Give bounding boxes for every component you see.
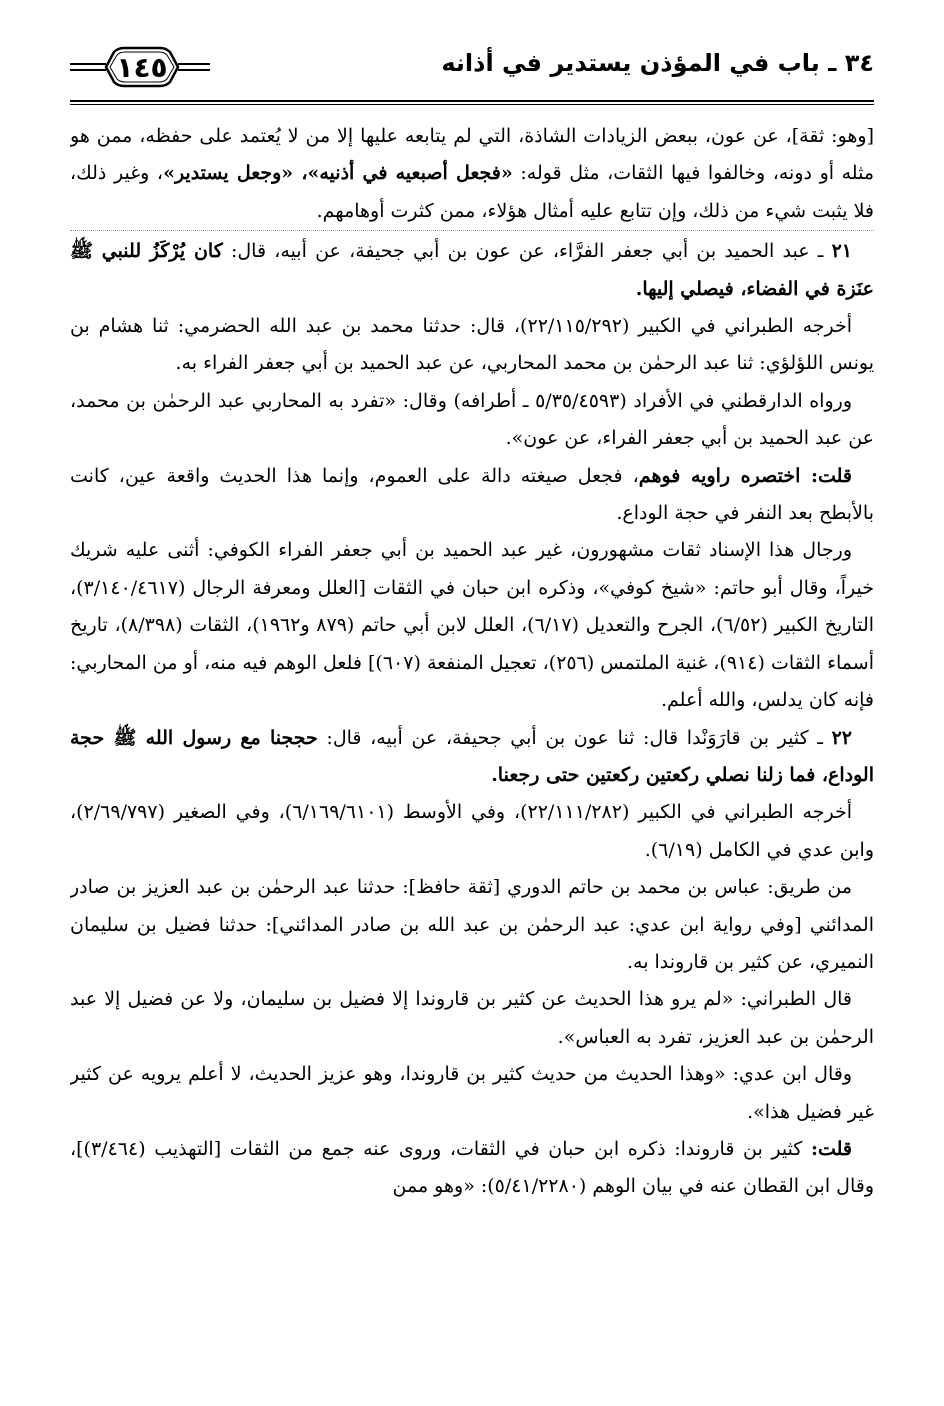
chapter-title: ٣٤ ـ باب في المؤذن يستدير في أذانه — [441, 49, 874, 77]
paragraph — [70, 458, 874, 533]
paragraph — [70, 308, 874, 383]
text-run: ورجال هذا الإسناد ثقات مشهورون، غير عبد الحميد بن أبي جعفر الفراء الكوفي: أثنى عليه شريك خيراً، وقال أبو حاتم: «شيخ كوفي»، وذكره ابن حبان في الثقات [العلل ومعرفة الرجال (٣/١٤٠/٤٦١٧)، التاريخ الكبير (٦/٥٢)، الجرح والتعديل (٦/١٧)، العلل لابن أبي حاتم (٨٧٩ و١٩٦٢)، الثقات (٨/٣٩٨)، تاريخ أسماء الثقات (٩١٤)، غنية الملتمس (٢٥٦)، تعجيل المنفعة (٦٠٧)] فلعل الوهم فيه منه، أو من المحاربي: فإنه كان يدلس، والله أعلم. — [70, 539, 874, 712]
text-run: أخرجه الطبراني في الكبير (٢٢/١١٥/٢٩٢)، قال: حدثنا محمد بن عبد الله الحضرمي: ثنا هشام بن يونس اللؤلؤي: ثنا عبد الرحمٰن بن محمد المحاربي، عن عبد الحميد بن أبي جعفر الفراء به. — [70, 315, 874, 375]
hadith-number: ٢١ — [831, 240, 852, 263]
page-header — [70, 40, 874, 104]
text-run: قال الطبراني: «لم يرو هذا الحديث عن كثير بن قاروندا إلا فضيل بن سليمان، ولا عن فضيل إلا عبد الرحمٰن بن عبد العزيز، تفرد به العباس». — [70, 988, 874, 1048]
paragraph — [70, 1131, 874, 1206]
paragraph — [70, 869, 874, 981]
paragraph — [70, 118, 874, 230]
header-rule-thin — [70, 104, 874, 105]
text-run: أخرجه الطبراني في الكبير (٢٢/١١١/٢٨٢)، وفي الأوسط (٦/١٦٩/٦١٠١)، وفي الصغير (٢/٦٩/٧٩٧)، وابن عدي في الكامل (٦/١٩). — [70, 801, 874, 861]
text-run-bold: قلت: — [810, 1137, 852, 1160]
hadith-21-text — [70, 230, 874, 308]
text-run: [وهو: ثقة]، عن عون، ببعض الزيادات الشاذة، التي لم يتابعه عليها إلا من لا يُعتمد على حفظه، ممن هو مثله أو دونه، وخالفوا فيها الثقات، مثل قوله: — [70, 125, 874, 185]
text-run: ـ كثير بن قارَوَنْدا قال: ثنا عون بن أبي جحيفة، عن أبيه، قال: — [317, 726, 832, 749]
text-run-bold: حججنا مع رسول الله ﷺ حجة الوداع، فما زلنا نصلي ركعتين ركعتين حتى رجعنا. — [70, 726, 874, 786]
text-run: ـ عبد الحميد بن أبي جعفر الفرَّاء، عن عون بن أبي جحيفة، عن أبيه، قال: — [222, 240, 832, 263]
hadith-number: ٢٢ — [831, 726, 852, 749]
page-body — [70, 118, 874, 1348]
paragraph — [70, 794, 874, 869]
hadith-22-text — [70, 720, 874, 795]
text-run-bold: قلت: اختصره راويه فوهم — [638, 464, 852, 487]
text-run: كثير بن قاروندا: ذكره ابن حبان في الثقات، وروى عنه جمع من الثقات [التهذيب (٣/٤٦٤)]، وقال ابن القطان عنه في بيان الوهم (٥/٤١/٢٢٨٠): «وهو ممن — [70, 1137, 874, 1198]
header-rule — [70, 100, 874, 102]
paragraph — [70, 532, 874, 719]
paragraph — [70, 981, 874, 1056]
text-run: من طريق: عباس بن محمد بن حاتم الدوري [ثقة حافظ]: حدثنا عبد الرحمٰن بن عبد العزيز بن صادر المدائني [وفي رواية ابن عدي: عبد الرحمٰن بن عبد الله بن صادر المدائني]: حدثنا فضيل بن سليمان النميري، عن كثير بن قاروندا به. — [70, 876, 874, 973]
paragraph — [70, 383, 874, 458]
text-run-bold: كان يُرْكَزُ للنبي ﷺ عنَزة في الفضاء، فيصلي إليها. — [70, 240, 874, 300]
text-run: وقال ابن عدي: «وهذا الحديث من حديث كثير بن قاروندا، وهو عزيز الحديث، لا أعلم يرويه عن كثير غير فضيل هذا». — [70, 1063, 874, 1123]
page-number: ١٤٥ — [116, 51, 168, 84]
text-run: ، فجعل صيغته دالة على العموم، وإنما هذا الحديث واقعة عين، كانت بالأبطح بعد النفر في حجة الوداع. — [70, 464, 874, 525]
paragraph — [70, 1056, 874, 1131]
text-run: ، وغير ذلك، فلا يثبت شيء من ذلك، وإن تتابع عليه أمثال هؤلاء، ممن كثرت أوهامهم. — [70, 162, 874, 222]
text-run: ورواه الدارقطني في الأفراد (٥/٣٥/٤٥٩٣ ـ أطرافه) وقال: «تفرد به المحاربي عبد الرحمٰن بن محمد، عن عبد الحميد بن أبي جعفر الفراء، عن عون». — [70, 389, 874, 450]
text-run-bold: «فجعل أصبعيه في أذنيه»، «وجعل يستدير» — [163, 162, 513, 185]
page-number-badge — [70, 42, 210, 94]
